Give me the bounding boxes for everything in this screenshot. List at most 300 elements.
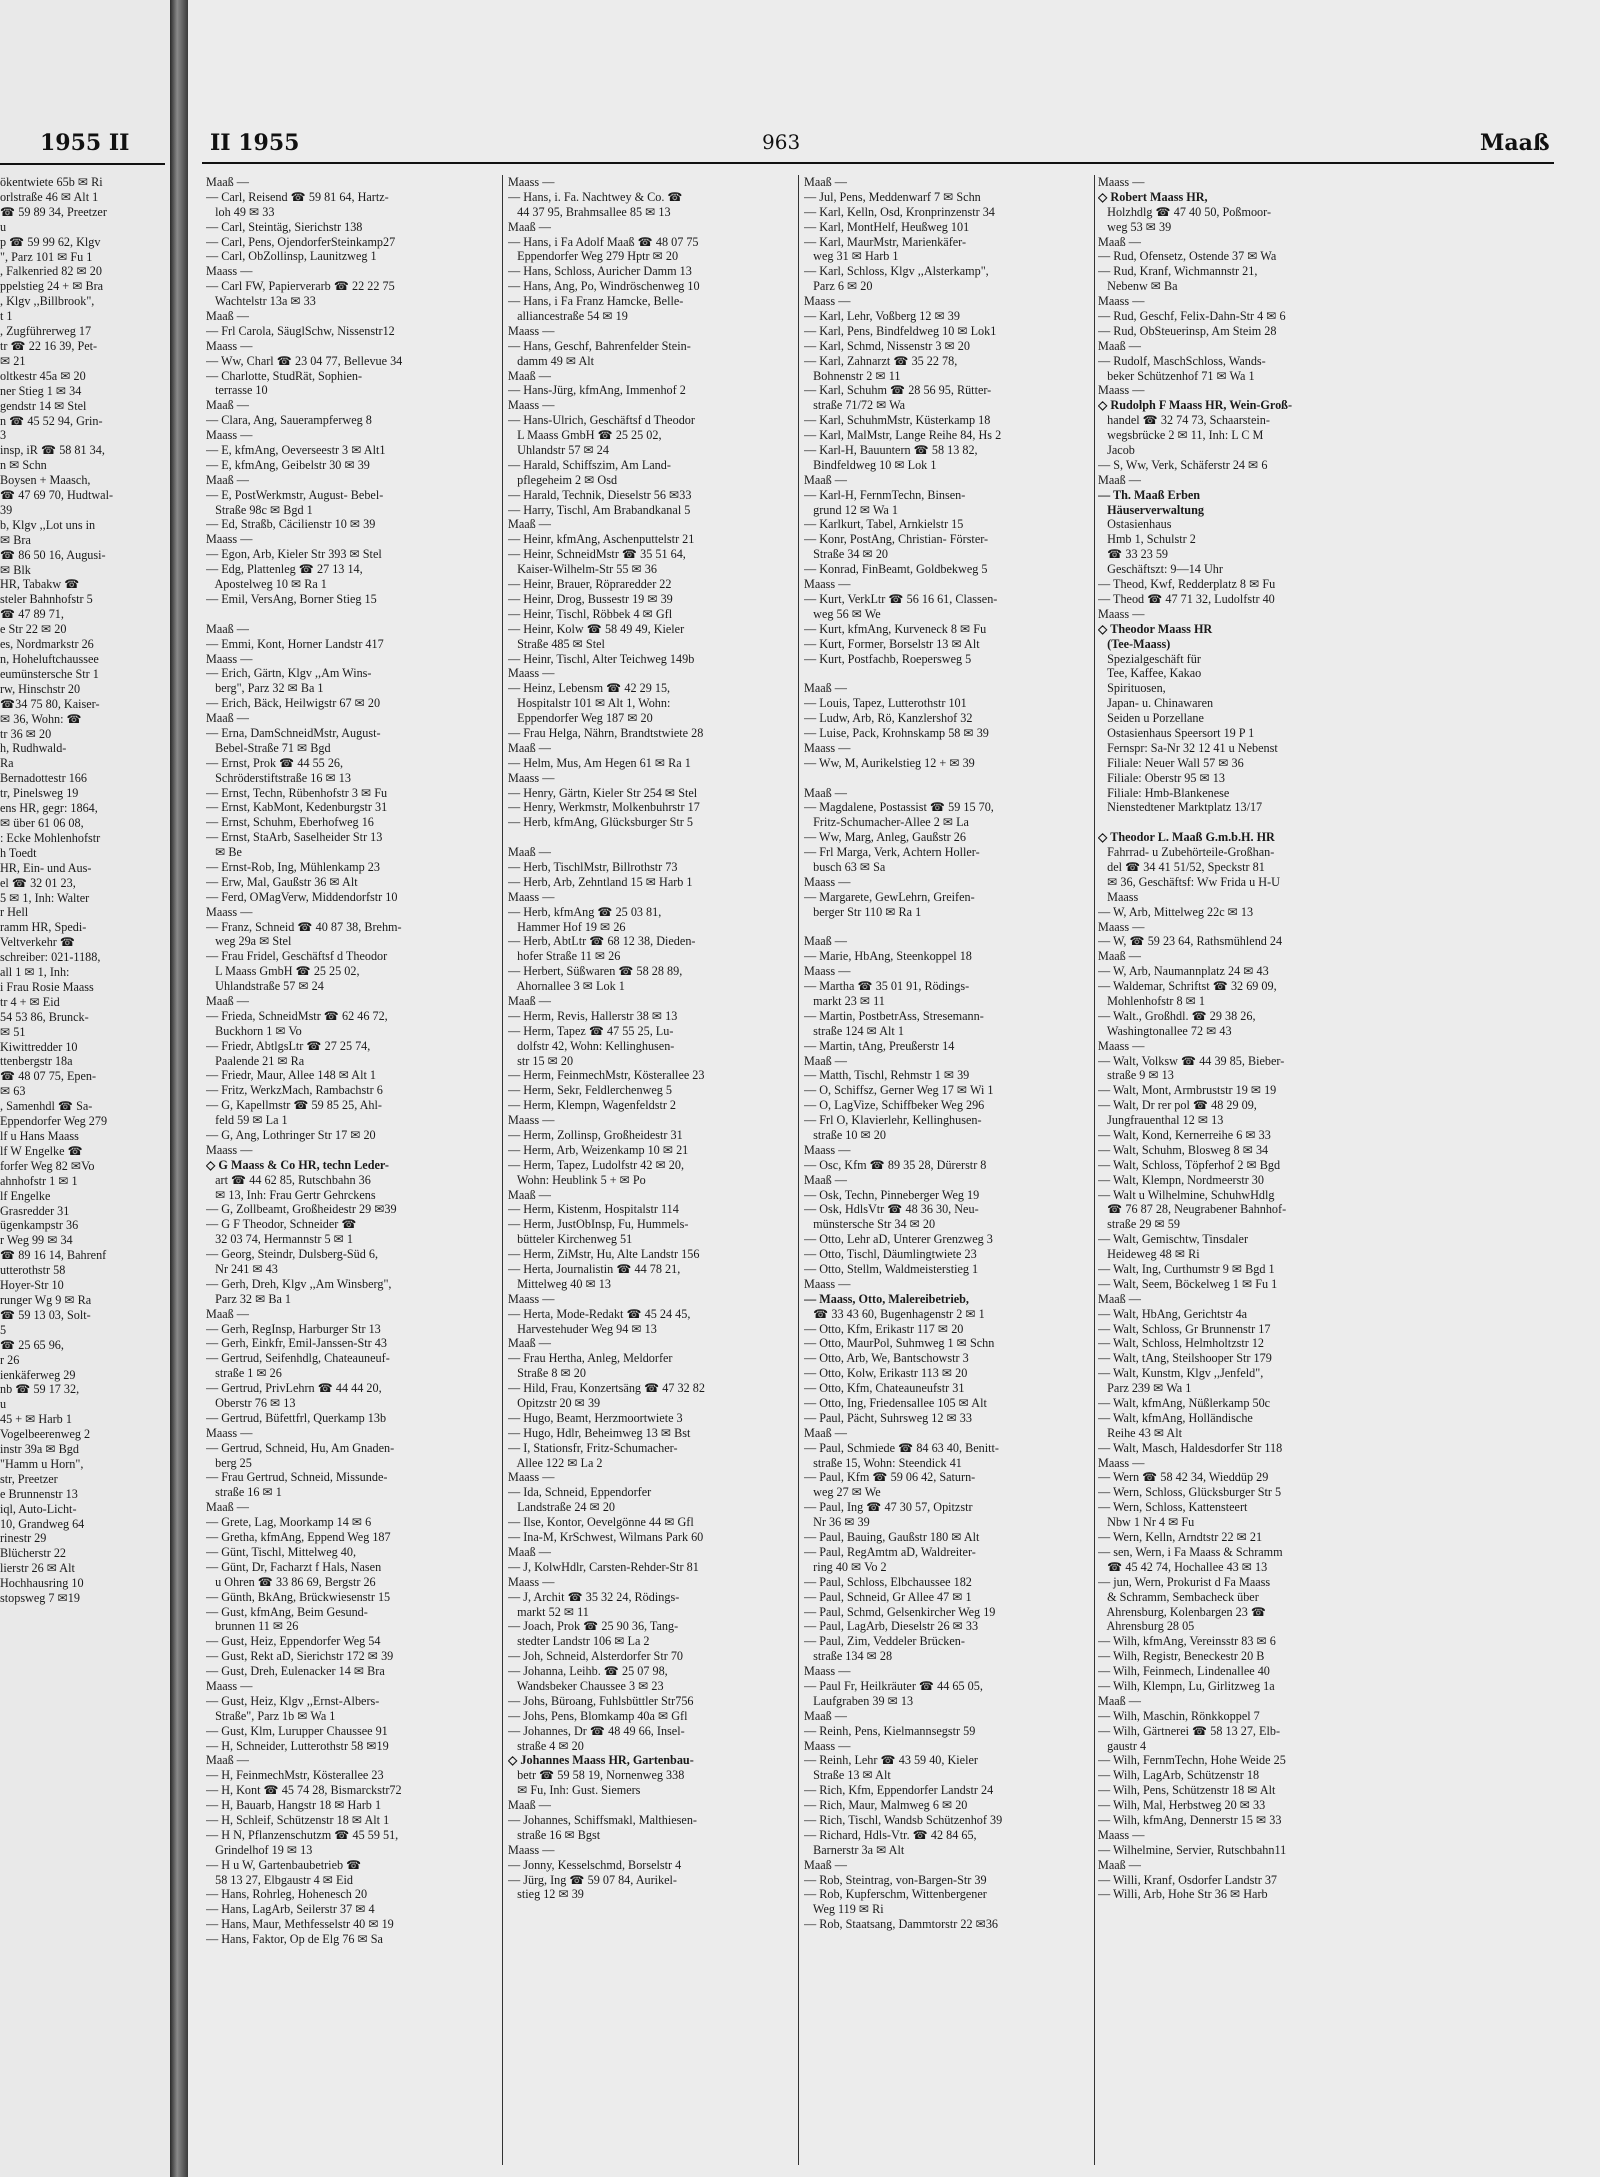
directory-entry: Ahornallee 3 ✉ Lok 1	[508, 979, 625, 994]
left-page-line: 10, Grandweg 64	[0, 1516, 85, 1531]
directory-entry: — Rud, Ofensetz, Ostende 37 ✉ Wa	[1098, 249, 1277, 264]
directory-entry: — H N, Pflanzenschutzm ☎ 45 59 51,	[206, 1827, 399, 1842]
directory-entry: — Marie, HbAng, Steenkoppel 18	[804, 949, 972, 964]
directory-entry: — Heinr, Tischl, Alter Teichweg 149b	[508, 651, 695, 666]
left-page-line: insp, iR ☎ 58 81 34,	[0, 443, 105, 458]
directory-entry: Harvestehuder Weg 94 ✉ 13	[508, 1321, 657, 1336]
directory-entry: — O, LagVize, Schiffbeker Weg 296	[804, 1098, 985, 1113]
directory-entry: — Helm, Mus, Am Hegen 61 ✉ Ra 1	[508, 755, 691, 770]
directory-entry: Landstraße 24 ✉ 20	[508, 1500, 616, 1515]
directory-entry	[804, 920, 1102, 935]
directory-entry: Maass —	[1098, 383, 1145, 398]
directory-entry: — Konr, PostAng, Christian- Förster-	[804, 532, 989, 547]
left-page-line: ✉ 21	[0, 353, 26, 368]
directory-entry: Straße 8 ✉ 20	[508, 1366, 586, 1381]
directory-entry: pflegeheim 2 ✉ Osd	[508, 472, 618, 487]
directory-entry: Grindelhof 19 ✉ 13	[206, 1842, 313, 1857]
directory-entry: Holzhdlg ☎ 47 40 50, Poßmoor-	[1098, 204, 1272, 219]
left-page-line: 45 + ✉ Harb 1	[0, 1412, 72, 1427]
directory-entry: Maass —	[804, 1276, 851, 1291]
directory-entry: str 15 ✉ 20	[508, 1053, 574, 1068]
directory-entry: — Hugo, Hdlr, Beheimweg 13 ✉ Bst	[508, 1425, 691, 1440]
directory-entry: — Herm, Sekr, Feldlerchenweg 5	[508, 1083, 672, 1098]
left-page-line: Kiwittredder 10	[0, 1039, 78, 1054]
directory-entry: Maass —	[1098, 294, 1145, 309]
directory-entry: — Martin, tAng, Preußerstr 14	[804, 1038, 955, 1053]
directory-entry: Maaß —	[804, 175, 847, 189]
left-page-line: Blücherstr 22	[0, 1546, 67, 1561]
directory-entry: Maaß —	[508, 993, 551, 1008]
directory-entry: — Karl-H, Bauuntern ☎ 58 13 82,	[804, 443, 978, 458]
directory-entry: Maass —	[508, 1842, 555, 1857]
directory-entry: Uhlandstraße 57 ✉ 24	[206, 979, 324, 994]
directory-entry: — Karl, MontHelf, Heußweg 101	[804, 219, 970, 234]
directory-entry: Maaß —	[1098, 338, 1141, 353]
directory-entry: — Grete, Lag, Moorkamp 14 ✉ 6	[206, 1515, 372, 1530]
directory-entry: — Martin, PostbetrAss, Stresemann-	[804, 1008, 984, 1023]
directory-entry: — Gerh, Dreh, Klgv ,,Am Winsberg",	[206, 1276, 392, 1291]
directory-entry: Straße 13 ✉ Alt	[804, 1768, 891, 1783]
left-page-line: ", Parz 101 ✉ Fu 1	[0, 249, 93, 264]
directory-entry: Allee 122 ✉ La 2	[508, 1455, 603, 1470]
directory-entry: — Hans, LagArb, Seilerstr 37 ✉ 4	[206, 1902, 375, 1917]
left-page-line: ökentwiete 65b ✉ Ri	[0, 175, 103, 189]
directory-entry: — Otto, MaurPol, Suhmweg 1 ✉ Schn	[804, 1336, 995, 1351]
directory-entry: — Osk, Techn, Pinneberger Weg 19	[804, 1187, 980, 1202]
left-page-line: h Toedt	[0, 845, 37, 860]
directory-entry: Maass —	[1098, 1038, 1145, 1053]
directory-entry: Maaß —	[1098, 1693, 1141, 1708]
directory-entry: busch 63 ✉ Sa	[804, 859, 886, 874]
directory-entry: — Rich, Kfm, Eppendorfer Landstr 24	[804, 1783, 994, 1798]
directory-entry: — Hans-Jürg, kfmAng, Immenhof 2	[508, 383, 686, 398]
directory-entry: — Walt, Gemischtw, Tinsdaler	[1098, 1232, 1249, 1247]
left-page-line: ✉ über 61 06 08,	[0, 815, 84, 830]
directory-entry: Parz 239 ✉ Wa 1	[1098, 1381, 1192, 1396]
directory-entry: Maass —	[1098, 1827, 1145, 1842]
directory-entry: grund 12 ✉ Wa 1	[804, 502, 898, 517]
directory-entry: — Frl O, Klavierlehr, Kellinghusen-	[804, 1113, 982, 1128]
directory-entry: Maaß —	[508, 1798, 551, 1813]
directory-entry: — Paul Fr, Heilkräuter ☎ 44 65 05,	[804, 1678, 983, 1693]
directory-entry: — Emil, VersAng, Borner Stieg 15	[206, 591, 377, 606]
left-page-line: , Klgv ,,Billbrook",	[0, 294, 95, 309]
left-page-line: orlstraße 46 ✉ Alt 1	[0, 189, 99, 204]
left-page-line: iql, Auto-Licht-	[0, 1501, 77, 1516]
directory-entry: straße 134 ✉ 28	[804, 1649, 893, 1664]
directory-entry: — Ludw, Arb, Rö, Kanzlershof 32	[804, 711, 973, 726]
left-page-line: : Ecke Mohlenhofstr	[0, 830, 101, 845]
directory-entry: Maaß —	[804, 934, 847, 949]
directory-entry: — H, Schneider, Lutterothstr 58 ✉19	[206, 1738, 389, 1753]
directory-entry: — Carl, ObZollinsp, Launitzweg 1	[206, 249, 377, 264]
directory-entry: handel ☎ 32 74 73, Schaarstein-	[1098, 413, 1270, 428]
directory-entry: Washingtonallee 72 ✉ 43	[1098, 1023, 1232, 1038]
directory-entry: Maass —	[804, 1142, 851, 1157]
left-page-line: Hochhausring 10	[0, 1576, 84, 1591]
directory-entry: del ☎ 34 41 51/52, Speckstr 81	[1098, 859, 1265, 874]
directory-entry: — Heinz, Lebensm ☎ 42 29 15,	[508, 681, 671, 696]
directory-entry: — Herm, Klempn, Wagenfeldstr 2	[508, 1098, 677, 1113]
directory-entry: Maass —	[508, 770, 555, 785]
directory-entry: — Karl, MalMstr, Lange Reihe 84, Hs 2	[804, 428, 1002, 443]
directory-entry: straße 124 ✉ Alt 1	[804, 1023, 904, 1038]
directory-entry: — Carl FW, Papierverarb ☎ 22 22 75	[206, 279, 395, 294]
directory-entry: Fahrrad- u Zubehörteile-Großhan-	[1098, 845, 1275, 860]
directory-entry: Maass —	[508, 1113, 555, 1128]
directory-entry: Nr 36 ✉ 39	[804, 1515, 870, 1530]
left-page-line: steler Bahnhofstr 5	[0, 592, 93, 607]
directory-entry: — Gust, Heiz, Klgv ,,Ernst-Albers-	[206, 1693, 380, 1708]
left-page-line: 5 ✉ 1, Inh: Walter	[0, 890, 90, 905]
directory-entry: Maass —	[804, 294, 851, 309]
left-page-line: ttenbergstr 18a	[0, 1054, 73, 1069]
directory-entry: — Friedr, AbtlgsLtr ☎ 27 25 74,	[206, 1038, 371, 1053]
directory-entry: — Hans, i Fa Franz Hamcke, Belle-	[508, 294, 684, 309]
right-page	[188, 0, 1600, 2177]
directory-entry: — Ina-M, KrSchwest, Wilmans Park 60	[508, 1530, 704, 1545]
left-page-line: t 1	[0, 309, 13, 324]
column-divider-1	[502, 175, 503, 2165]
left-page-line: ☎ 48 07 75, Epen-	[0, 1069, 97, 1084]
directory-entry: — Luise, Pack, Krohnskamp 58 ✉ 39	[804, 725, 989, 740]
directory-entry: — Rudolf, MaschSchloss, Wands-	[1098, 353, 1266, 368]
left-page-line: n ✉ Schn	[0, 458, 47, 473]
directory-entry: — Kurt, kfmAng, Kurveneck 8 ✉ Fu	[804, 621, 987, 636]
directory-entry: — Franz, Schneid ☎ 40 87 38, Brehm-	[206, 919, 402, 934]
header-rule	[202, 162, 1554, 164]
directory-entry: — Hans, i Fa Adolf Maaß ☎ 48 07 75	[508, 234, 699, 249]
left-page-line: ahnhofstr 1 ✉ 1	[0, 1173, 78, 1188]
left-page-line: ✉ Bra	[0, 532, 31, 547]
left-page-line: ☎34 75 80, Kaiser-	[0, 696, 100, 711]
directory-entry: — Heinr, SchneidMstr ☎ 35 51 64,	[508, 547, 686, 562]
directory-entry: — Maass, Otto, Malereibetrieb,	[804, 1291, 969, 1306]
directory-entry: — S, Ww, Verk, Schäferstr 24 ✉ 6	[1098, 457, 1268, 472]
directory-entry: Maaß —	[804, 1172, 847, 1187]
left-page-line: ramm HR, Spedi-	[0, 920, 87, 935]
left-page-line: p ☎ 59 99 62, Klgv	[0, 234, 101, 249]
directory-entry: ◇ Rudolph F Maass HR, Wein-Groß-	[1098, 398, 1293, 413]
directory-entry: Spezialgeschäft für	[1098, 651, 1201, 666]
directory-entry: weg 31 ✉ Harb 1	[804, 249, 899, 264]
left-page-line: n ☎ 45 52 94, Grin-	[0, 413, 103, 428]
directory-entry: & Schramm, Sembacheck über	[1098, 1589, 1259, 1604]
directory-entry: alliancestraße 54 ✉ 19	[508, 309, 628, 324]
directory-entry: Maaß —	[804, 472, 847, 487]
directory-entry: ring 40 ✉ Vo 2	[804, 1559, 887, 1574]
directory-entry: — Rich, Maur, Malmweg 6 ✉ 20	[804, 1798, 968, 1813]
directory-entry: Maass —	[206, 264, 253, 279]
directory-entry: — Otto, Stellm, Waldmeisterstieg 1	[804, 1262, 979, 1277]
left-page-line: runger Wg 9 ✉ Ra	[0, 1292, 92, 1307]
directory-entry: Bohnenstr 2 ✉ 11	[804, 368, 901, 383]
directory-entry: — Wern, Schloss, Kattensteert	[1098, 1500, 1248, 1515]
directory-entry: — Gerh, Einkfr, Emil-Janssen-Str 43	[206, 1336, 387, 1351]
directory-entry: — Osk, HdlsVtr ☎ 48 36 30, Neu-	[804, 1202, 979, 1217]
directory-entry: — Walt, HbAng, Gerichtstr 4a	[1098, 1306, 1248, 1321]
directory-entry: — Walt, kfmAng, Nüßlerkamp 50c	[1098, 1396, 1271, 1411]
directory-entry: Maass —	[206, 428, 253, 443]
directory-entry: Schröderstiftstraße 16 ✉ 13	[206, 770, 351, 785]
directory-entry: damm 49 ✉ Alt	[508, 353, 595, 368]
directory-entry: — Paul, Pächt, Suhrsweg 12 ✉ 33	[804, 1410, 972, 1425]
directory-entry: — Heinr, Kolw ☎ 58 49 49, Kieler	[508, 621, 685, 636]
directory-entry: Maaß —	[1098, 1291, 1141, 1306]
directory-entry: — Hans, Ang, Po, Windröschenweg 10	[508, 279, 700, 294]
directory-entry: — Walt, Kond, Kernerreihe 6 ✉ 33	[1098, 1128, 1271, 1142]
directory-entry	[1098, 815, 1398, 830]
left-page-line: Hoyer-Str 10	[0, 1278, 64, 1293]
left-page-line: ✉ 63	[0, 1084, 26, 1099]
directory-entry: — Herm, Tapez, Ludolfstr 42 ✉ 20,	[508, 1157, 684, 1172]
directory-entry: Ostasienhaus	[1098, 517, 1172, 532]
column-1	[206, 175, 524, 2165]
directory-entry: — Günt, Dr, Facharzt f Hals, Nasen	[206, 1559, 382, 1574]
left-page-line: ✉ Blk	[0, 562, 31, 577]
directory-entry: — Paul, RegAmtm aD, Waldreiter-	[804, 1544, 976, 1559]
directory-entry: — Charlotte, StudRät, Sophien-	[206, 368, 363, 383]
directory-entry: Opitzstr 20 ✉ 39	[508, 1396, 601, 1411]
directory-entry: hofer Straße 11 ✉ 26	[508, 949, 621, 964]
directory-entry: Maaß —	[804, 1857, 847, 1872]
directory-entry: Maaß —	[804, 785, 847, 800]
directory-entry: — Henry, Gärtn, Kieler Str 254 ✉ Stel	[508, 785, 698, 800]
left-page-line: tr 4 + ✉ Eid	[0, 994, 60, 1009]
directory-entry: — Otto, Kolw, Erikastr 113 ✉ 20	[804, 1366, 968, 1381]
column-divider-3	[1094, 175, 1095, 2165]
directory-entry: — Jonny, Kesselschmd, Borselstr 4	[508, 1857, 682, 1872]
directory-entry: münstersche Str 34 ✉ 20	[804, 1217, 936, 1232]
directory-entry: — Karl-H, FernmTechn, Binsen-	[804, 487, 966, 502]
directory-entry: — Günth, BkAng, Brückwiesenstr 15	[206, 1589, 391, 1604]
directory-entry: Maaß —	[206, 1753, 249, 1768]
directory-entry: — Karl, Kelln, Osd, Kronprinzenstr 34	[804, 204, 995, 219]
directory-entry: Häuserverwaltung	[1098, 502, 1204, 517]
directory-entry: Japan- u. Chinawaren	[1098, 696, 1214, 711]
directory-entry: ☎ 33 23 59	[1098, 547, 1169, 562]
directory-entry: — Frieda, SchneidMstr ☎ 62 46 72,	[206, 1008, 388, 1023]
directory-entry: Maaß —	[1098, 472, 1141, 487]
left-page-line: tr ☎ 22 16 39, Pet-	[0, 338, 98, 353]
directory-entry: Filiale: Hmb-Blankenese	[1098, 785, 1230, 800]
directory-entry: — Wern ☎ 58 42 34, Wieddüp 29	[1098, 1470, 1269, 1485]
left-page-line: ☎ 47 89 71,	[0, 607, 64, 622]
left-header-rule	[0, 163, 165, 165]
directory-entry: — Paul, Kfm ☎ 59 06 42, Saturn-	[804, 1470, 976, 1485]
directory-entry: — I, Stationsfr, Fritz-Schumacher-	[508, 1440, 678, 1455]
directory-entry: — Wilh, Maschin, Rönkkoppel 7	[1098, 1708, 1260, 1723]
directory-entry: — Heinr, Tischl, Röbbek 4 ✉ Gfl	[508, 606, 673, 621]
directory-entry: — Paul, Ing ☎ 47 30 57, Opitzstr	[804, 1500, 973, 1515]
left-page-line: r Weg 99 ✉ 34	[0, 1233, 73, 1248]
directory-entry: Maass —	[1098, 919, 1145, 934]
directory-entry: — Walt, Schloss, Helmholtzstr 12	[1098, 1336, 1265, 1351]
directory-entry: Maass —	[804, 964, 851, 979]
directory-entry: — Ed, Straßb, Cäcilienstr 10 ✉ 39	[206, 517, 376, 532]
directory-entry: markt 23 ✉ 11	[804, 993, 885, 1008]
directory-entry: — Ernst, KabMont, Kedenburgstr 31	[206, 800, 388, 815]
left-page-header: 1955 II	[40, 130, 130, 156]
directory-entry: — Wern, Schloss, Glücksburger Str 5	[1098, 1485, 1282, 1500]
left-page-line: rw, Hinschstr 20	[0, 681, 81, 696]
directory-entry: — Walt, Volksw ☎ 44 39 85, Bieber-	[1098, 1053, 1285, 1068]
directory-entry: — Wilh, Mal, Herbstweg 20 ✉ 33	[1098, 1798, 1266, 1813]
left-page-line: , Falkenried 82 ✉ 20	[0, 264, 102, 279]
directory-entry: — Ernst-Rob, Ing, Mühlenkamp 23	[206, 859, 380, 874]
directory-entry: — Margarete, GewLehrn, Greifen-	[804, 889, 975, 904]
left-page-line: es, Nordmarkstr 26	[0, 637, 94, 652]
directory-entry: — Otto, Tischl, Däumlingtwiete 23	[804, 1247, 977, 1262]
directory-entry: Maass —	[206, 532, 253, 547]
column-3	[804, 175, 1102, 2165]
left-page-line: HR, Ein- und Aus-	[0, 860, 92, 875]
directory-entry: berg", Parz 32 ✉ Ba 1	[206, 681, 324, 696]
directory-entry: — Johs, Büroang, Fuhlsbüttler Str756	[508, 1693, 694, 1708]
directory-entry: wegsbrücke 2 ✉ 11, Inh: L C M	[1098, 428, 1264, 443]
directory-entry: straße 71/72 ✉ Wa	[804, 398, 906, 413]
left-page-line: HR, Tabakw ☎	[0, 577, 80, 592]
directory-entry: — Gust, Heiz, Eppendorfer Weg 54	[206, 1634, 381, 1649]
directory-entry: Maaß —	[206, 398, 249, 413]
directory-entry: — Erich, Bäck, Heilwigstr 67 ✉ 20	[206, 696, 381, 711]
left-page-line: lf W Engelke ☎	[0, 1143, 83, 1158]
left-page-line: stopsweg 7 ✉19	[0, 1591, 80, 1606]
left-page-line: eumünstersche Str 1	[0, 666, 99, 681]
directory-entry: — Karlkurt, Tabel, Arnkielstr 15	[804, 517, 964, 532]
directory-entry: — Wilh, kfmAng, Vereinsstr 83 ✉ 6	[1098, 1634, 1276, 1649]
directory-entry: — Herm, Arb, Weizenkamp 10 ✉ 21	[508, 1142, 689, 1157]
directory-entry: Maass —	[206, 1142, 253, 1157]
left-page-line: forfer Weg 82 ✉Vo	[0, 1158, 95, 1173]
section-heading: Maaß	[1480, 130, 1550, 156]
directory-entry: — Otto, Kfm, Erikastr 117 ✉ 20	[804, 1321, 964, 1336]
directory-entry: — Hans, Geschf, Bahrenfelder Stein-	[508, 338, 691, 353]
directory-entry: Parz 6 ✉ 20	[804, 279, 873, 294]
directory-entry: Reihe 43 ✉ Alt	[1098, 1425, 1183, 1440]
directory-entry: Maaß —	[206, 472, 249, 487]
left-page	[0, 0, 170, 2177]
directory-entry: Maaß —	[804, 681, 847, 696]
directory-entry: Kaiser-Wilhelm-Str 55 ✉ 36	[508, 562, 657, 577]
directory-entry: stieg 12 ✉ 39	[508, 1887, 584, 1902]
directory-entry: Maaß —	[508, 1544, 551, 1559]
directory-entry: Maaß —	[206, 1306, 249, 1321]
left-page-line: ✉ 51	[0, 1024, 26, 1039]
directory-entry: — Rob, Steintrag, von-Bargen-Str 39	[804, 1872, 987, 1887]
directory-entry: — Clara, Ang, Sauerampferweg 8	[206, 413, 372, 428]
directory-entry: betr ☎ 59 58 19, Nornenweg 338	[508, 1768, 685, 1783]
directory-entry: — Walt u Wilhelmine, SchuhwHdlg	[1098, 1187, 1275, 1202]
directory-entry: — Rob, Staatsang, Dammtorstr 22 ✉36	[804, 1917, 999, 1932]
directory-entry: — Frl Marga, Verk, Achtern Holler-	[804, 845, 980, 860]
left-page-line: 5	[0, 1322, 7, 1337]
directory-entry: — Wilhelmine, Servier, Rutschbahn11	[1098, 1842, 1287, 1857]
directory-entry: — Walt, Schloss, Gr Brunnenstr 17	[1098, 1321, 1271, 1336]
directory-entry: Maaß —	[206, 993, 249, 1008]
left-page-line: Veltverkehr ☎	[0, 935, 76, 950]
left-page-line: Ra	[0, 756, 14, 771]
directory-entry: Maaß —	[508, 740, 551, 755]
directory-entry: Maaß —	[804, 1708, 847, 1723]
directory-entry: Maass —	[508, 889, 555, 904]
directory-entry: — Günt, Tischl, Mittelweg 40,	[206, 1544, 356, 1559]
directory-entry: terrasse 10	[206, 383, 268, 398]
directory-entry: — Herb, kfmAng ☎ 25 03 81,	[508, 904, 662, 919]
directory-entry: Nbw 1 Nr 4 ✉ Fu	[1098, 1515, 1195, 1530]
directory-entry: — W, ☎ 59 23 64, Rathsmühlend 24	[1098, 934, 1283, 949]
directory-entry: — Wilh, Klempn, Lu, Girlitzweg 1a	[1098, 1678, 1275, 1693]
directory-entry: ◇ Theodor Maass HR	[1098, 621, 1213, 636]
directory-entry: straße 9 ✉ 13	[1098, 1068, 1174, 1083]
left-page-line: r 26	[0, 1352, 20, 1367]
directory-entry: berg 25	[206, 1455, 252, 1470]
directory-entry: — Waldemar, Schriftst ☎ 32 69 09,	[1098, 979, 1277, 994]
directory-entry: — Herm, Tapez ☎ 47 55 25, Lu-	[508, 1023, 674, 1038]
directory-entry: — Harald, Schiffszim, Am Land-	[508, 457, 671, 472]
directory-entry: — G, Ang, Lothringer Str 17 ✉ 20	[206, 1128, 376, 1142]
left-page-line: 3	[0, 428, 7, 443]
directory-entry: — Hugo, Beamt, Herzmoortwiete 3	[508, 1410, 683, 1425]
directory-entry: — Ernst, Schuhm, Eberhofweg 16	[206, 815, 374, 830]
directory-entry: — Otto, Ing, Friedensallee 105 ✉ Alt	[804, 1396, 987, 1411]
directory-entry: — H, FeinmechMstr, Kösterallee 23	[206, 1768, 384, 1783]
directory-entry: — H u W, Gartenbaubetrieb ☎	[206, 1857, 362, 1872]
directory-entry: — Gust, kfmAng, Beim Gesund-	[206, 1604, 368, 1619]
directory-entry: — Walt, Masch, Haldesdorfer Str 118	[1098, 1440, 1283, 1455]
directory-entry: — Hans, Rohrleg, Hohenesch 20	[206, 1887, 368, 1902]
directory-entry: Barnerstr 3a ✉ Alt	[804, 1842, 905, 1857]
directory-entry	[804, 771, 1102, 786]
directory-entry: straße 16 ✉ 1	[206, 1485, 282, 1500]
directory-entry: — Rud, Kranf, Wichmannstr 21,	[1098, 264, 1258, 279]
directory-entry: — Theod, Kwf, Redderplatz 8 ✉ Fu	[1098, 577, 1276, 592]
directory-entry: — Kurt, VerkLtr ☎ 56 16 61, Classen-	[804, 591, 998, 606]
left-page-line: instr 39a ✉ Bgd	[0, 1442, 79, 1457]
directory-entry: — Paul, Schmiede ☎ 84 63 40, Benitt-	[804, 1440, 999, 1455]
directory-entry: Maass —	[206, 904, 253, 919]
directory-entry: — Rich, Tischl, Wandsb Schützenhof 39	[804, 1812, 1003, 1827]
left-page-line: e Str 22 ✉ 20	[0, 622, 67, 637]
directory-entry: — Herta, Journalistin ☎ 44 78 21,	[508, 1262, 681, 1277]
directory-entry: Bebel-Straße 71 ✉ Bgd	[206, 740, 331, 755]
page-number: 963	[762, 130, 801, 154]
directory-entry: — Erw, Mal, Gaußstr 36 ✉ Alt	[206, 874, 358, 889]
directory-entry: — Walt, tAng, Steilshooper Str 179	[1098, 1351, 1272, 1366]
directory-entry: — Rud, Geschf, Felix-Dahn-Str 4 ✉ 6	[1098, 309, 1286, 324]
directory-entry: feld 59 ✉ La 1	[206, 1113, 288, 1128]
left-page-line: lf u Hans Maass	[0, 1129, 79, 1143]
left-page-line: oltkestr 45a ✉ 20	[0, 368, 86, 383]
directory-entry: Ahrensburg 28 05	[1098, 1619, 1195, 1634]
directory-entry: — Emmi, Kont, Horner Landstr 417	[206, 636, 384, 651]
directory-entry: Maaß —	[1098, 949, 1141, 964]
left-page-line: gendstr 14 ✉ Stel	[0, 398, 87, 413]
directory-entry: Spirituosen,	[1098, 681, 1166, 696]
directory-entry: weg 56 ✉ We	[804, 606, 881, 621]
left-page-line: "Hamm u Horn",	[0, 1456, 84, 1471]
directory-entry: Maaß —	[508, 1187, 551, 1202]
directory-entry: straße 16 ✉ Bgst	[508, 1827, 601, 1842]
directory-entry: Maass —	[804, 874, 851, 889]
directory-entry: 44 37 95, Brahmsallee 85 ✉ 13	[508, 204, 671, 219]
directory-entry: — sen, Wern, i Fa Maass & Schramm	[1098, 1544, 1283, 1559]
directory-entry: — Paul, Schmd, Gelsenkircher Weg 19	[804, 1604, 996, 1619]
directory-entry: Maass —	[804, 1738, 851, 1753]
directory-entry: — Otto, Lehr aD, Unterer Grenzweg 3	[804, 1232, 993, 1247]
left-page-line: , Samenhdl ☎ Sa-	[0, 1099, 93, 1114]
directory-entry: — Theod ☎ 47 71 32, Ludolfstr 40	[1098, 591, 1275, 606]
